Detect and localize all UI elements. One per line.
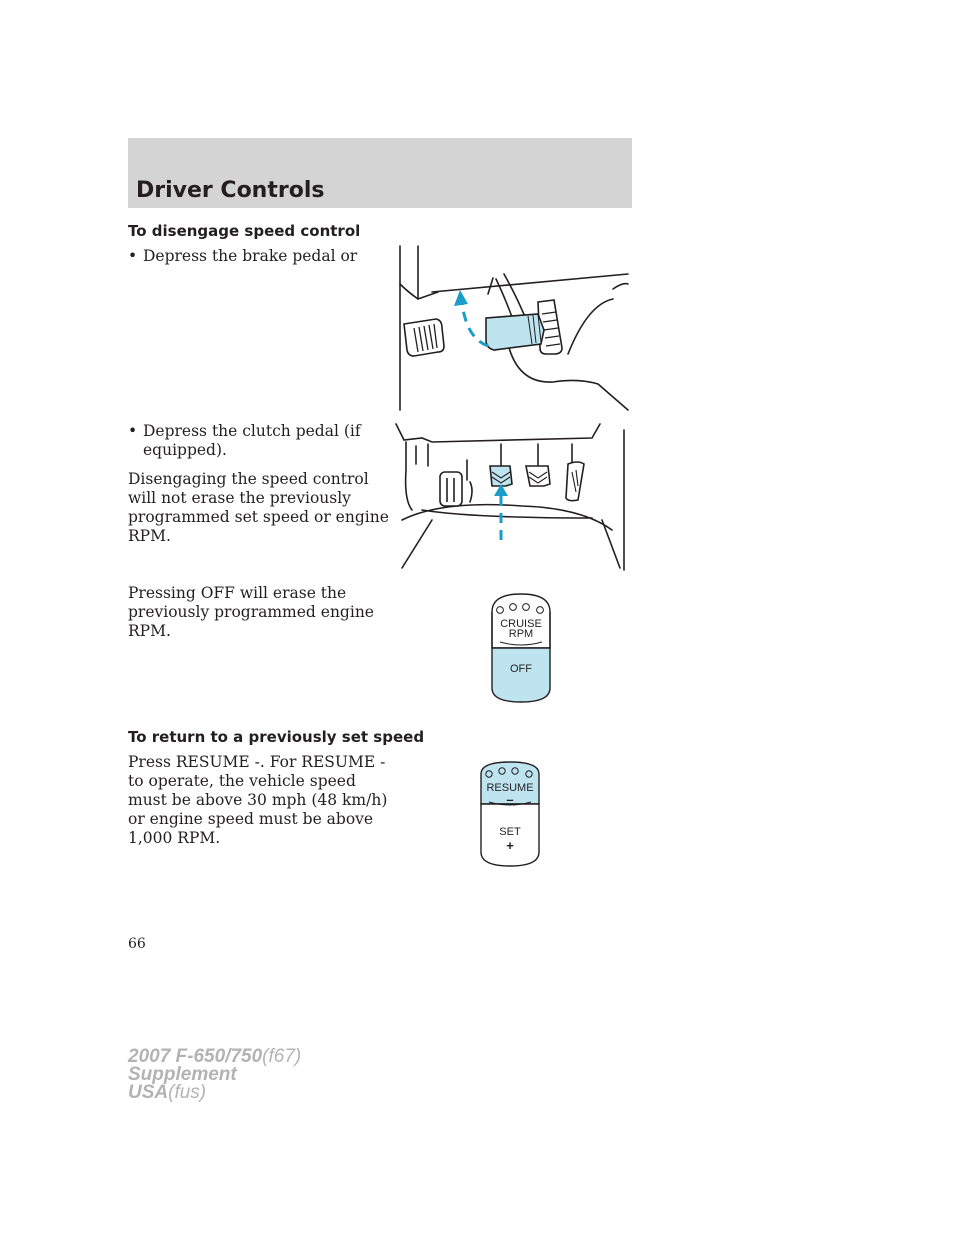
depress-arrow-icon xyxy=(454,290,488,346)
bullet-icon: • xyxy=(128,247,138,265)
bullet-clutch-text: Depress the clutch pedal (if equipped). xyxy=(143,422,361,459)
bullet-brake-text: Depress the brake pedal or xyxy=(143,247,358,265)
footer-market-code: (fus) xyxy=(168,1082,207,1103)
brake-pedal-icon xyxy=(486,314,544,350)
bullet-brake xyxy=(128,247,390,266)
cruise-off-switch xyxy=(490,592,552,704)
return-speed-heading: To return to a previously set speed xyxy=(128,728,425,746)
bullet-icon: • xyxy=(128,422,138,440)
footer-model: 2007 F-650/750 xyxy=(128,1046,263,1067)
off-paragraph: Pressing OFF will erase the previously programmed engine RPM. xyxy=(128,584,374,640)
clutch-pedal-icon xyxy=(404,319,444,356)
minus-icon: – xyxy=(506,792,514,807)
switch-set-label: SET xyxy=(499,826,521,838)
footrest-pedal-icon xyxy=(440,472,462,506)
accelerator-pedal-icon xyxy=(566,462,584,501)
brake-pedal-illustration xyxy=(378,244,633,414)
footer xyxy=(128,1048,301,1102)
bullet-clutch xyxy=(128,422,390,460)
clutch-pedal-illustration xyxy=(392,420,632,572)
switch-off-label: OFF xyxy=(510,663,532,675)
depress-arrow-icon xyxy=(494,484,508,540)
footer-doc-type: Supplement xyxy=(128,1064,237,1085)
cruise-off-switch-graphic xyxy=(490,592,552,704)
footer-market: USA xyxy=(128,1082,169,1103)
clutch-pedal-icon xyxy=(490,466,512,486)
disengage-paragraph: Disengaging the speed control will not erase the previously programmed set speed or engine RPM. xyxy=(128,470,389,545)
section-title: Driver Controls xyxy=(136,178,325,203)
footer-model-code: (f67) xyxy=(262,1046,302,1067)
page-number: 66 xyxy=(128,936,146,952)
disengage-heading: To disengage speed control xyxy=(128,222,361,240)
return-speed-paragraph: Press RESUME -. For RESUME - to operate, the vehicle speed must be above 30 mph (48 km/h) or engine speed must be above 1,000 RPM. xyxy=(128,753,388,847)
switch-cruise-label: CRUISE xyxy=(500,618,542,630)
brake-pedal-icon xyxy=(526,466,550,486)
plus-icon: + xyxy=(506,838,514,853)
resume-set-switch xyxy=(479,760,541,868)
switch-resume-label: RESUME xyxy=(486,782,534,794)
switch-rpm-label: RPM xyxy=(508,628,534,640)
